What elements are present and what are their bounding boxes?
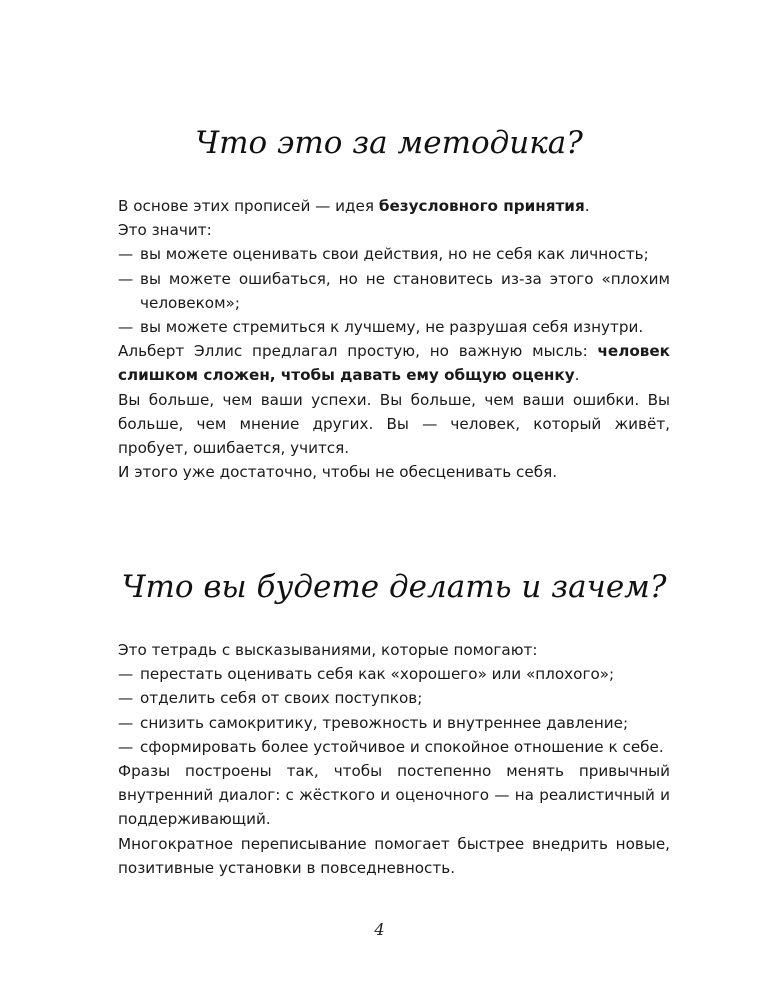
paragraph [118, 339, 670, 387]
section-title: Что вы будете делать и зачем? [121, 569, 667, 605]
list-item-text: сформировать более устойчивое и спокойное отношение к себе. [140, 737, 664, 756]
text: В основе этих прописей — идея [118, 197, 379, 215]
paragraph: Это значит: [118, 221, 212, 240]
section-body [118, 638, 670, 880]
paragraph: И этого уже достаточно, чтобы не обесценивать себя. [118, 463, 558, 482]
bold-text: безусловного принятия [378, 197, 585, 215]
list-dash: — [118, 665, 134, 684]
paragraph: Многократное переписывание помогает быстрее внедрить новые, позитивные установки в повседневность. [118, 834, 670, 877]
list-dash: — [118, 269, 134, 288]
list-item [118, 315, 670, 339]
list-dash: — [118, 318, 134, 337]
list-item-text: вы можете стремиться к лучшему, не разрушая себя изнутри. [140, 318, 644, 337]
page-number: 4 [374, 920, 385, 939]
bold-text: человек слишком сложен, чтобы давать ему общую оценку [118, 342, 670, 385]
list-dash: — [118, 713, 134, 732]
section-body [118, 194, 670, 484]
list-item [118, 711, 670, 735]
list-item [118, 242, 670, 266]
paragraph: Это тетрадь с высказываниями, которые помогают: [118, 641, 538, 659]
text: . [574, 366, 580, 385]
list-item [118, 686, 670, 710]
list-item [118, 267, 670, 315]
list-dash: — [118, 689, 134, 708]
paragraph: Фразы построены так, чтобы постепенно менять привычный внутренний диалог: с жёсткого и оценочного — на реалистичный и поддерживающий. [118, 762, 670, 829]
list-item-text: снизить самокритику, тревожность и внутреннее давление; [140, 713, 629, 732]
text: Альберт Эллис предлагал простую, но важную мысль: [118, 342, 598, 361]
list-item-text: вы можете оценивать свои действия, но не себя как личность; [140, 245, 649, 264]
list-dash: — [118, 737, 134, 756]
list-item [118, 735, 670, 759]
list-dash: — [118, 245, 134, 264]
list-item [118, 662, 670, 686]
list-item-text: отделить себя от своих поступков; [140, 689, 423, 708]
section-purpose [118, 564, 670, 880]
list-item-text: вы можете ошибаться, но не становитесь из-за этого «плохим человеком»; [140, 269, 670, 312]
text: . [584, 197, 590, 215]
section-methodology [118, 120, 670, 484]
paragraph: Вы больше, чем ваши успехи. Вы больше, чем ваши ошибки. Вы больше, чем мнение других. Вы — человек, который живёт, пробует, ошибается, учится. [118, 390, 670, 458]
paragraph [118, 194, 670, 218]
list-item-text: перестать оценивать себя как «хорошего» или «плохого»; [140, 665, 615, 684]
section-title: Что это за методика? [195, 125, 583, 161]
